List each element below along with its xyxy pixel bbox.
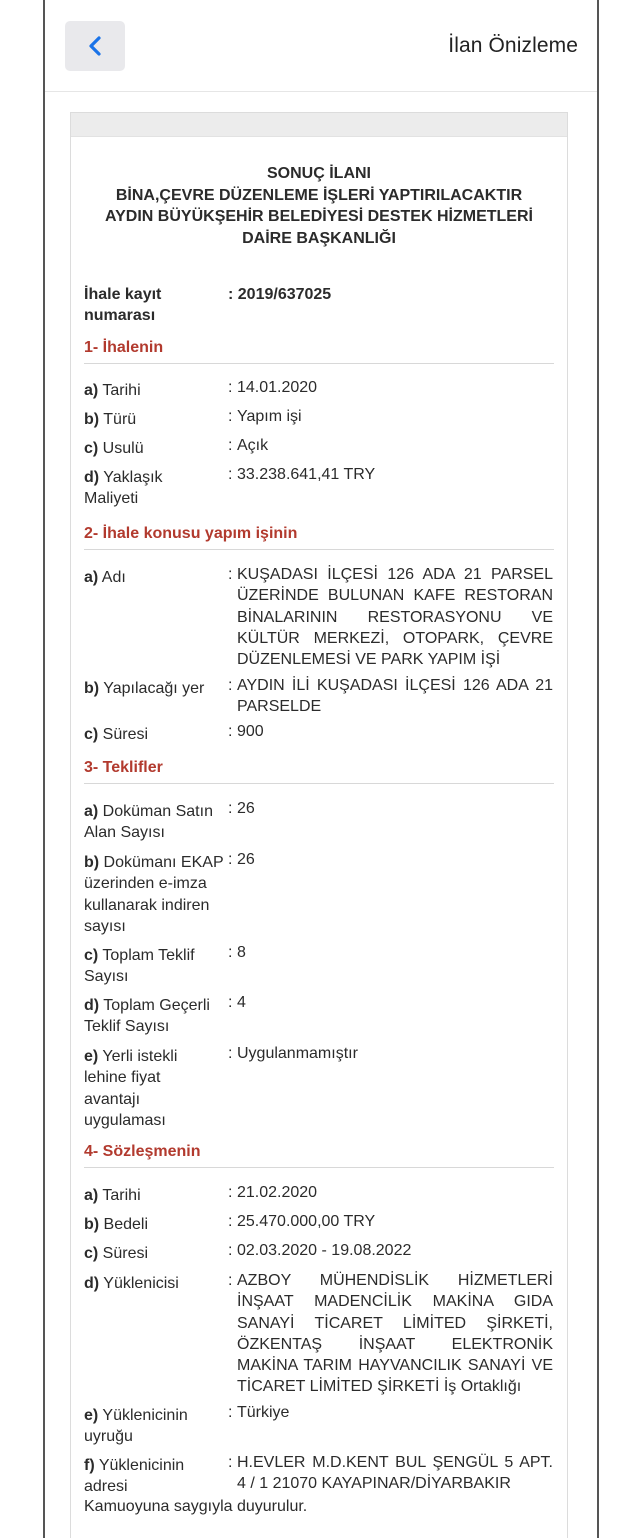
field-label — [84, 1273, 224, 1294]
field-label — [84, 467, 194, 510]
field-value-text: 4 — [237, 994, 246, 1011]
section-heading-1: 1- İhalenin — [84, 339, 554, 364]
field-value — [228, 1452, 553, 1495]
field-key: a) — [84, 803, 99, 820]
field-label-text: Bedeli — [99, 1216, 149, 1233]
colon: : — [228, 437, 233, 454]
chevron-left-icon — [86, 35, 104, 57]
registry-label-line: numarası — [84, 307, 156, 325]
field-key: a) — [84, 1187, 99, 1204]
colon: : — [228, 1404, 233, 1421]
colon: : — [228, 566, 233, 583]
field-key: d) — [84, 1275, 100, 1292]
notice-title-line: BİNA,ÇEVRE DÜZENLEME İŞLERİ YAPTIRILACAKTIR — [115, 186, 523, 204]
field-value-text: 900 — [237, 723, 264, 740]
field-value-text: 14.01.2020 — [237, 379, 318, 396]
field-value — [228, 798, 553, 819]
field-key: c) — [84, 440, 99, 457]
notice-title-line: SONUÇ İLANI — [267, 165, 371, 182]
notice-title-line: AYDIN BÜYÜKŞEHİR BELEDİYESİ DESTEK HİZMETLERİ — [105, 208, 533, 225]
field-key: b) — [84, 680, 100, 697]
field-key: a) — [84, 382, 99, 399]
field-label-text: Süresi — [98, 726, 149, 743]
field-value-text: Yapım işi — [237, 408, 302, 425]
registry-row — [84, 284, 554, 328]
field-value — [228, 849, 553, 870]
colon: : — [228, 1242, 233, 1259]
field-label — [84, 678, 224, 699]
colon: : — [228, 1272, 233, 1289]
back-button[interactable] — [65, 21, 125, 71]
field-key: c) — [84, 947, 99, 964]
field-label — [84, 945, 219, 988]
field-value — [228, 1270, 553, 1398]
field-value — [228, 406, 553, 427]
field-value-text: AYDIN İLİ KUŞADASI İLÇESİ 126 ADA 21 PARSELDE — [237, 677, 553, 716]
colon: : — [228, 1213, 233, 1230]
field-key: d) — [84, 469, 100, 486]
notice-title-line: DAİRE BAŞKANLIĞI — [242, 229, 396, 247]
field-key: d) — [84, 997, 100, 1014]
field-value-text: 26 — [237, 800, 255, 817]
field-value — [228, 1240, 553, 1261]
field-value-text: H.EVLER M.D.KENT BUL ŞENGÜL 5 APT. 4 / 1 21070 KAYAPINAR/DİYARBAKIR — [237, 1454, 553, 1493]
field-label-text: Yapılacağı yer — [99, 680, 205, 697]
closing-text: Kamuoyuna saygıyla duyurulur. — [84, 1498, 308, 1515]
field-label-text: Yaklaşık Maliyeti — [84, 469, 163, 508]
field-value-text: 26 — [237, 851, 255, 868]
registry-value: : 2019/637025 — [228, 286, 332, 303]
colon: : — [228, 1454, 233, 1471]
field-label-text: Adı — [98, 569, 126, 586]
field-key: e) — [84, 1048, 99, 1065]
registry-label-line: İhale kayıt — [84, 286, 162, 303]
field-label-text: Toplam Geçerli Teklif Sayısı — [84, 997, 210, 1036]
field-label-text: Süresi — [98, 1245, 149, 1262]
field-label-text: Tarihi — [98, 382, 141, 399]
section-heading-2: 2- İhale konusu yapım işinin — [84, 525, 554, 550]
field-value-text: KUŞADASI İLÇESİ 126 ADA 21 PARSEL ÜZERİNDE BULUNAN KAFE RESTORAN BİNALARININ RESTORASYONU VE KÜLTÜR MERKEZİ, OTOPARK, ÇEVRE DÜZENLEMESİ VE PARK YAPIM İŞİ — [237, 566, 553, 669]
field-label — [84, 1214, 224, 1235]
field-label-text: Yerli istekli lehine fiyat avantajı uygulaması — [84, 1048, 178, 1129]
page-title: İlan Önizleme — [448, 34, 578, 57]
field-value-text: 25.470.000,00 TRY — [237, 1213, 376, 1230]
field-label — [84, 438, 224, 459]
field-key: b) — [84, 854, 100, 871]
colon: : — [228, 851, 233, 868]
field-value — [228, 1402, 553, 1423]
field-value — [228, 1182, 553, 1203]
top-bar — [45, 0, 597, 92]
colon: : — [228, 379, 233, 396]
field-value — [228, 377, 553, 398]
field-label — [84, 1243, 224, 1264]
field-value-text: Uygulanmamıştır — [237, 1045, 358, 1062]
field-label-text: Doküman Satın Alan Sayısı — [84, 803, 213, 842]
colon: : — [228, 1045, 233, 1062]
field-value — [228, 675, 553, 718]
field-key: c) — [84, 1245, 99, 1262]
field-key: b) — [84, 411, 100, 428]
notice-title — [84, 163, 554, 249]
card-top-strip — [71, 113, 567, 137]
colon: : — [228, 1184, 233, 1201]
field-value-text: 21.02.2020 — [237, 1184, 318, 1201]
field-key: a) — [84, 569, 99, 586]
app-frame — [43, 0, 599, 1538]
section-heading-3: 3- Teklifler — [84, 759, 554, 784]
colon: : — [228, 944, 233, 961]
colon: : — [228, 677, 233, 694]
field-value-text: AZBOY MÜHENDİSLİK HİZMETLERİ İNŞAAT MADENCİLİK MAKİNA GIDA SANAYİ TİCARET LİMİTED ŞİRKETİ, ÖZKENTAŞ İNŞAAT ELEKTRONİK MAKİNA TARIM HAYVANCILIK SANAYİ VE TİCARET LİMİTED ŞİRKETİ İş Ortaklığı — [237, 1272, 553, 1396]
field-label — [84, 380, 224, 401]
notice-card — [70, 112, 568, 1538]
field-key: b) — [84, 1216, 100, 1233]
colon: : — [228, 723, 233, 740]
field-value — [228, 435, 553, 456]
field-label — [84, 1046, 199, 1131]
field-value-text: 33.238.641,41 TRY — [237, 466, 376, 483]
field-label — [84, 801, 224, 844]
field-value — [228, 721, 553, 742]
field-label-text: Usulü — [98, 440, 144, 457]
field-label — [84, 1455, 209, 1498]
field-value — [228, 464, 553, 485]
field-value-text: 8 — [237, 944, 246, 961]
field-label-text: Yüklenicinin adresi — [84, 1457, 185, 1496]
colon: : — [228, 408, 233, 425]
field-key: f) — [84, 1457, 95, 1474]
field-label-text: Tarihi — [98, 1187, 141, 1204]
field-value-text: 02.03.2020 - 19.08.2022 — [237, 1242, 412, 1259]
field-label-text: Yüklenicisi — [99, 1275, 179, 1292]
field-value — [228, 1211, 553, 1232]
field-key: c) — [84, 726, 99, 743]
colon: : — [228, 466, 233, 483]
colon: : — [228, 994, 233, 1011]
field-value — [228, 942, 553, 963]
field-value — [228, 1043, 553, 1064]
field-label — [84, 1185, 224, 1206]
field-label — [84, 567, 224, 588]
field-label-text: Toplam Teklif Sayısı — [84, 947, 195, 986]
field-label — [84, 995, 224, 1038]
registry-label — [84, 284, 224, 327]
field-value-text: Açık — [237, 437, 269, 454]
field-label — [84, 1405, 209, 1448]
field-key: e) — [84, 1407, 99, 1424]
field-label — [84, 409, 224, 430]
section-heading-4: 4- Sözleşmenin — [84, 1143, 554, 1168]
field-label — [84, 852, 224, 937]
field-value — [228, 564, 553, 670]
field-label-text: Yüklenicinin uyruğu — [84, 1407, 188, 1446]
field-value — [228, 992, 553, 1013]
field-label — [84, 724, 224, 745]
field-label-text: Dokümanı EKAP üzerinden e-imza kullanarak indiren sayısı — [84, 854, 224, 935]
field-label-text: Türü — [99, 411, 137, 428]
field-value-text: Türkiye — [237, 1404, 290, 1421]
colon: : — [228, 800, 233, 817]
